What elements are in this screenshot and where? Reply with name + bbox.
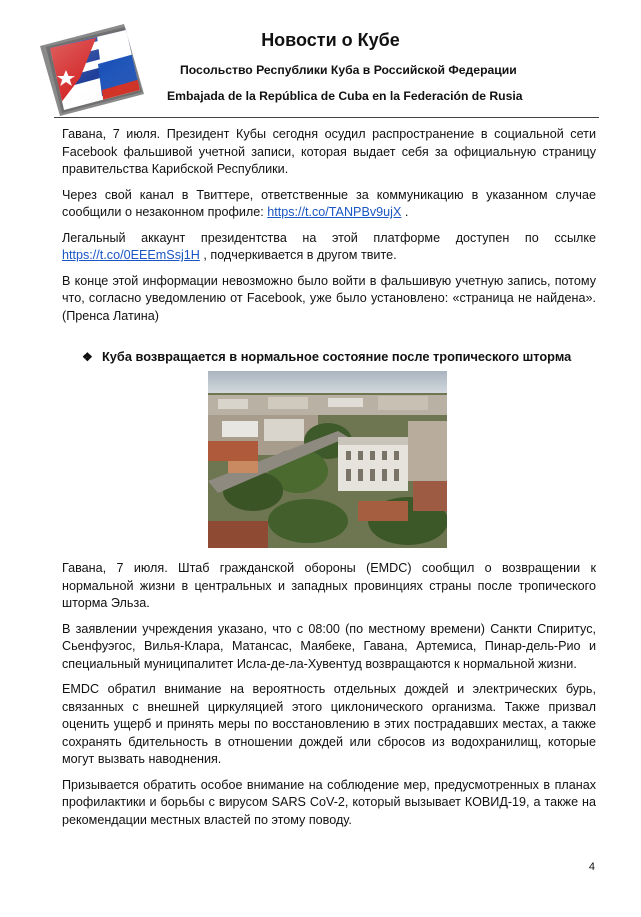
paragraph-text: Через свой канал в Твиттере, ответственные за коммуникацию в указанном случае сообщили о незаконном профиле:: [62, 187, 596, 219]
twitter-link-fake-profile[interactable]: https://t.co/TANPBv9ujX: [267, 205, 402, 219]
paragraph: Гавана, 7 июля. Президент Кубы сегодня осудил распространение в социальной сети Facebook фальшивой учетной записи, которая выдает себя за официальную страницу правительства Карибской Республики.: [62, 127, 596, 176]
paragraph: [62, 230, 596, 265]
diamond-bullet-icon: ❖: [82, 350, 93, 364]
paragraph-text: .: [401, 205, 409, 219]
paragraph: [62, 187, 596, 222]
header-divider: [54, 117, 599, 118]
twitter-link-official-account[interactable]: https://t.co/0EEEmSsj1H: [62, 248, 200, 262]
paragraph-text: Легальный аккаунт президентства на этой платформе доступен по ссылке: [62, 230, 596, 245]
page-number: 4: [588, 861, 595, 873]
paragraph: Гавана, 7 июля. Штаб гражданской обороны (EMDC) сообщил о возвращении к нормальной жизни в центральных и западных провинциях страны после тропического шторма Эльза.: [62, 561, 596, 610]
paragraph: В заявлении учреждения указано, что с 08:00 (по местному времени) Санкти Спиритус, Сьенфуэгос, Вилья-Клара, Матансас, Маябеке, Гавана, Артемиса, Пинар-дель-Рио и специальный муниципалитет Исла-де-ла-Хувентуд возвращаются к нормальной жизни.: [62, 621, 596, 671]
paragraph: В конце этой информации невозможно было войти в фальшивую учетную запись, потому что, согласно уведомлению от Facebook, уже было установлено: «страница не найдена». (Пренса Латина): [62, 273, 596, 323]
page-title: Новости о Кубе: [261, 30, 400, 50]
paragraph-text: , подчеркивается в другом твите.: [199, 248, 397, 262]
article-facebook-fake-account: [62, 126, 596, 333]
article-return-to-normal: [62, 560, 596, 837]
embassy-name-ru: Посольство Республики Куба в Российской Федерации: [180, 63, 517, 77]
paragraph: EMDC обратил внимание на вероятность отдельных дождей и электрических бурь, связанных с внешней циркуляцией этого циклонического организма. Также призвал оценить ущерб и принять меры по восстановлению в этих пострадавших местах, а также сохранять бдительность в отношении дождей или сбросов из водохранилищ, которые могут вызвать наводнения.: [62, 682, 596, 766]
city-aerial-photo: [208, 371, 447, 548]
paragraph: Призывается обратить особое внимание на соблюдение мер, предусмотренных в планах профилактики и борьбы с вирусом SARS CoV-2, который вызывает КОВИД-19, а также на рекомендации местных властей по этому поводу.: [62, 777, 596, 827]
embassy-name-es: Embajada de la República de Cuba en la Federación de Rusia: [167, 89, 523, 103]
section-heading-text: Куба возвращается в нормальное состояние после тропического шторма: [102, 349, 572, 364]
section-heading: [82, 349, 602, 364]
